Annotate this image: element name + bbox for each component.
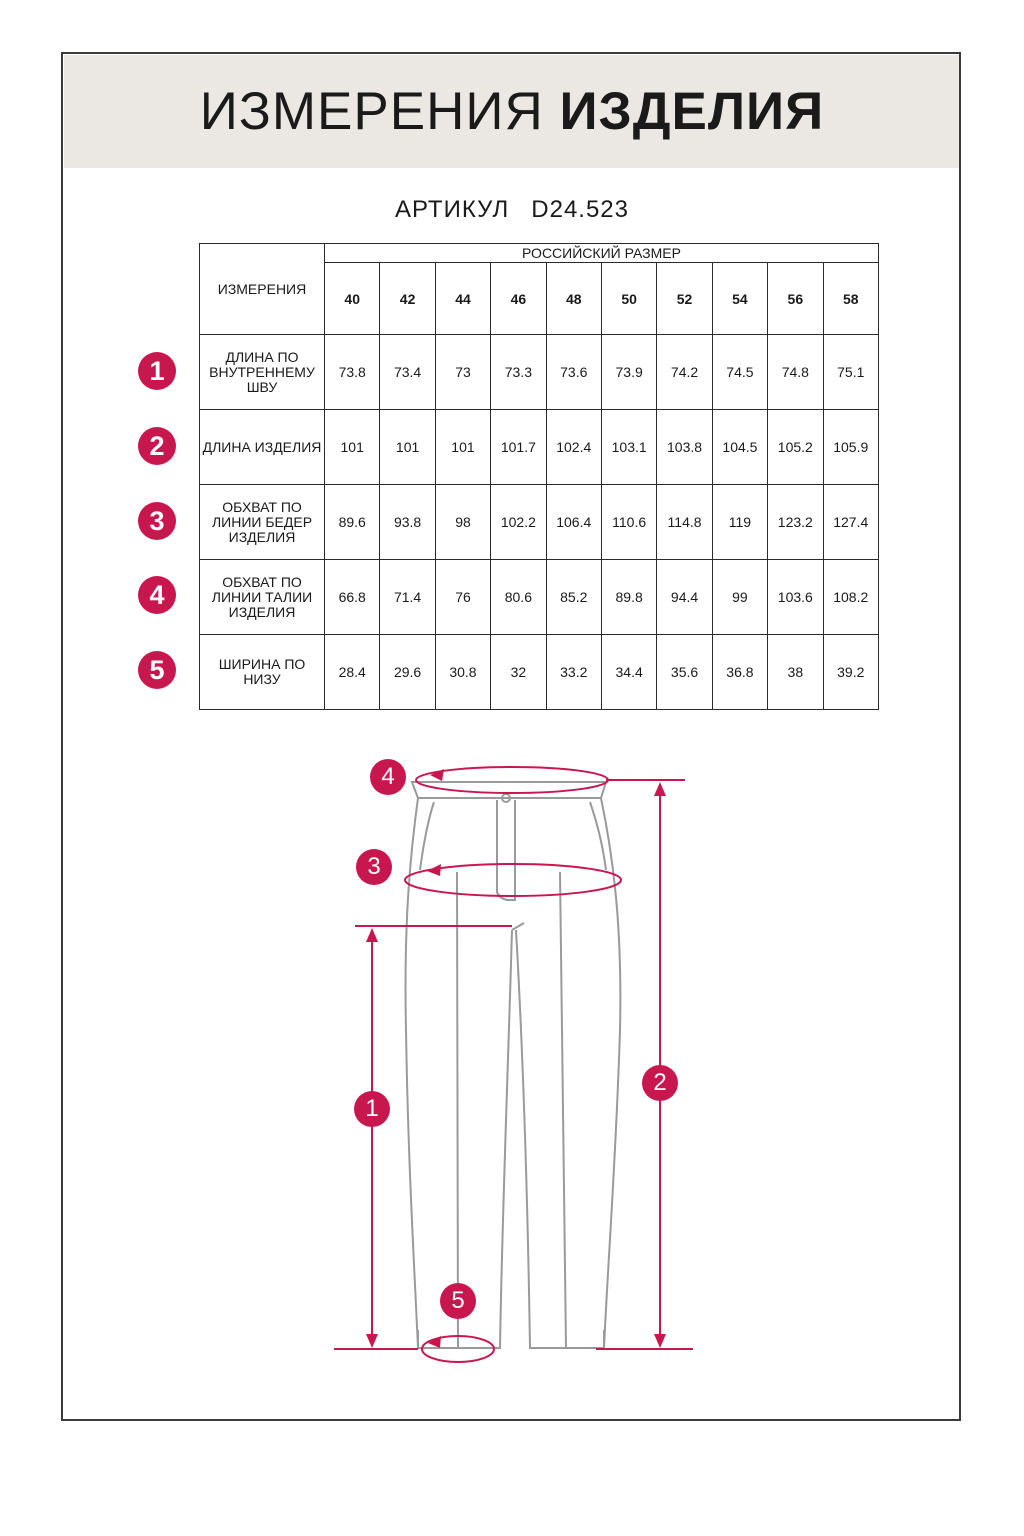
table-cell: 102.4 bbox=[546, 410, 601, 485]
table-cell: 33.2 bbox=[546, 635, 601, 710]
table-cell: 39.2 bbox=[823, 635, 878, 710]
table-cell: 89.8 bbox=[601, 560, 656, 635]
table-cell: 36.8 bbox=[712, 635, 767, 710]
right-crease bbox=[560, 872, 566, 1348]
size-header-cell: 50 bbox=[601, 263, 656, 335]
size-header-cell: 44 bbox=[435, 263, 490, 335]
left-crease bbox=[457, 872, 458, 1348]
table-cell: 99 bbox=[712, 560, 767, 635]
table-cell: 108.2 bbox=[823, 560, 878, 635]
table-cell: 32 bbox=[491, 635, 546, 710]
waist-ellipse bbox=[416, 767, 608, 793]
row-number-badge: 2 bbox=[138, 427, 176, 465]
row-number-badge: 5 bbox=[138, 651, 176, 689]
table-row bbox=[200, 485, 879, 560]
row-label: ДЛИНА ПО ВНУТРЕННЕМУ ШВУ bbox=[200, 335, 325, 410]
size-header-cell: 46 bbox=[491, 263, 546, 335]
table-cell: 119 bbox=[712, 485, 767, 560]
marker-length: 2 bbox=[642, 1065, 678, 1101]
row-label: ДЛИНА ИЗДЕЛИЯ bbox=[200, 410, 325, 485]
table-cell: 34.4 bbox=[601, 635, 656, 710]
table-row bbox=[200, 410, 879, 485]
row-label: ШИРИНА ПО НИЗУ bbox=[200, 635, 325, 710]
table-cell: 35.6 bbox=[657, 635, 712, 710]
article-value: D24.523 bbox=[531, 196, 630, 223]
fly bbox=[497, 800, 515, 900]
table-cell: 28.4 bbox=[325, 635, 380, 710]
size-header-cell: 40 bbox=[325, 263, 380, 335]
table-cell: 85.2 bbox=[546, 560, 601, 635]
table-cell: 123.2 bbox=[768, 485, 823, 560]
table-corner-label: ИЗМЕРЕНИЯ bbox=[200, 244, 325, 335]
table-cell: 101 bbox=[325, 410, 380, 485]
right-leg bbox=[516, 798, 620, 1348]
table-cell: 73.9 bbox=[601, 335, 656, 410]
table-cell: 127.4 bbox=[823, 485, 878, 560]
row-number-badge: 3 bbox=[138, 502, 176, 540]
table-cell: 101 bbox=[380, 410, 435, 485]
table-cell: 105.9 bbox=[823, 410, 878, 485]
marker-inseam: 1 bbox=[354, 1091, 390, 1127]
table-cell: 101.7 bbox=[491, 410, 546, 485]
table-cell: 103.1 bbox=[601, 410, 656, 485]
table-cell: 105.2 bbox=[768, 410, 823, 485]
table-cell: 74.5 bbox=[712, 335, 767, 410]
size-table bbox=[199, 243, 879, 710]
table-cell: 76 bbox=[435, 560, 490, 635]
row-number-badge: 4 bbox=[138, 576, 176, 614]
table-row bbox=[200, 635, 879, 710]
row-label: ОБХВАТ ПО ЛИНИИ БЕДЕР ИЗДЕЛИЯ bbox=[200, 485, 325, 560]
table-cell: 114.8 bbox=[657, 485, 712, 560]
table-cell: 71.4 bbox=[380, 560, 435, 635]
article-label: АРТИКУЛ bbox=[394, 196, 510, 223]
table-cell: 74.8 bbox=[768, 335, 823, 410]
table-cell: 89.6 bbox=[325, 485, 380, 560]
table-cell: 38 bbox=[768, 635, 823, 710]
size-header-cell: 56 bbox=[768, 263, 823, 335]
table-cell: 73.4 bbox=[380, 335, 435, 410]
table-cell: 73.8 bbox=[325, 335, 380, 410]
table-cell: 74.2 bbox=[657, 335, 712, 410]
table-cell: 103.8 bbox=[657, 410, 712, 485]
row-label: ОБХВАТ ПО ЛИНИИ ТАЛИИ ИЗДЕЛИЯ bbox=[200, 560, 325, 635]
table-cell: 102.2 bbox=[491, 485, 546, 560]
size-header-cell: 58 bbox=[823, 263, 878, 335]
table-cell: 66.8 bbox=[325, 560, 380, 635]
table-cell: 80.6 bbox=[491, 560, 546, 635]
article-line bbox=[0, 196, 1024, 224]
table-cell: 104.5 bbox=[712, 410, 767, 485]
table-row bbox=[200, 560, 879, 635]
row-number-badge: 1 bbox=[138, 352, 176, 390]
marker-hip: 3 bbox=[356, 849, 392, 885]
table-cell: 73.3 bbox=[491, 335, 546, 410]
marker-waist: 4 bbox=[370, 759, 406, 795]
table-cell: 101 bbox=[435, 410, 490, 485]
table-cell: 110.6 bbox=[601, 485, 656, 560]
title-bold: ИЗДЕЛИЯ bbox=[559, 82, 825, 141]
table-body bbox=[200, 335, 879, 710]
table-cell: 73 bbox=[435, 335, 490, 410]
size-header-cell: 42 bbox=[380, 263, 435, 335]
size-group-header: РОССИЙСКИЙ РАЗМЕР bbox=[325, 244, 879, 263]
table-cell: 73.6 bbox=[546, 335, 601, 410]
trousers-diagram bbox=[0, 740, 1024, 1400]
size-header-cell: 54 bbox=[712, 263, 767, 335]
marker-hem: 5 bbox=[440, 1283, 476, 1319]
table-cell: 103.6 bbox=[768, 560, 823, 635]
table-cell: 30.8 bbox=[435, 635, 490, 710]
page-title bbox=[0, 82, 1024, 142]
table-cell: 94.4 bbox=[657, 560, 712, 635]
table-cell: 98 bbox=[435, 485, 490, 560]
table-row bbox=[200, 335, 879, 410]
title-light: ИЗМЕРЕНИЯ bbox=[199, 82, 544, 141]
table-cell: 75.1 bbox=[823, 335, 878, 410]
left-pocket bbox=[420, 802, 434, 870]
size-header-cell: 52 bbox=[657, 263, 712, 335]
size-header-cell: 48 bbox=[546, 263, 601, 335]
table-cell: 29.6 bbox=[380, 635, 435, 710]
table-cell: 106.4 bbox=[546, 485, 601, 560]
table-cell: 93.8 bbox=[380, 485, 435, 560]
